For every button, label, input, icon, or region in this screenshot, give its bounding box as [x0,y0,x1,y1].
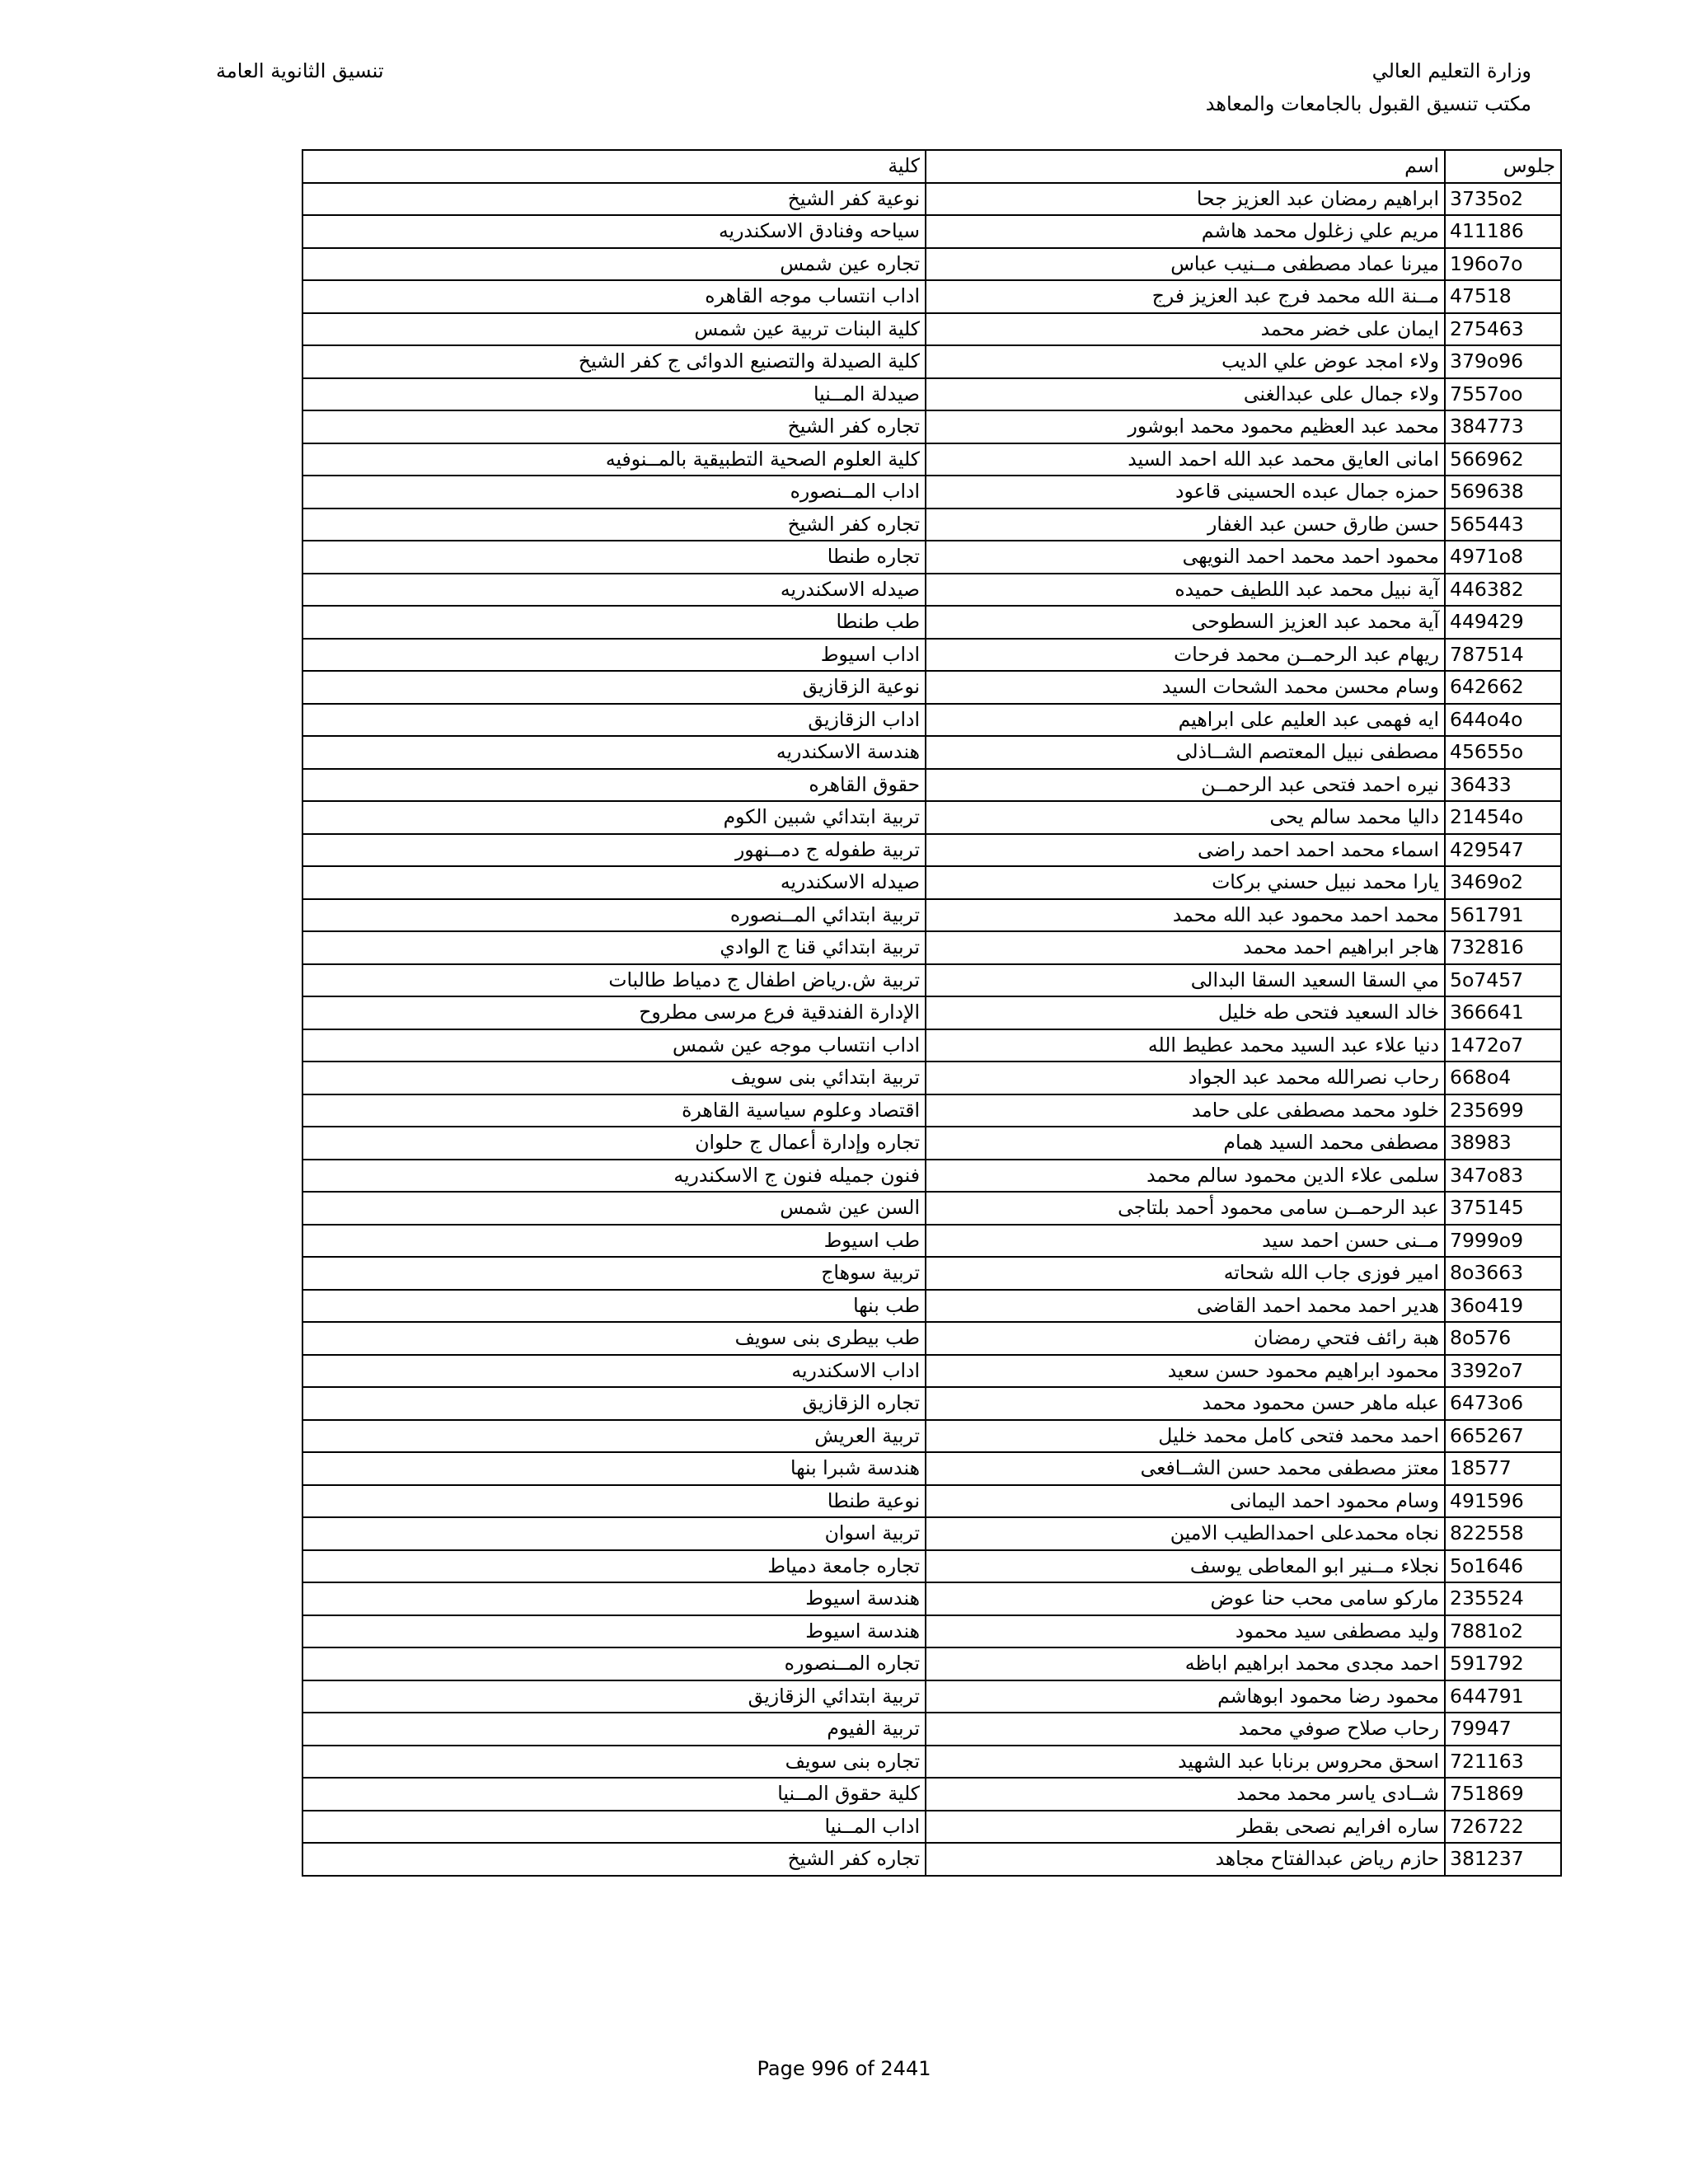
seat-number-cell: 8o3663 [1445,1257,1561,1290]
table-row [302,1452,1561,1485]
college-cell: تجاره المــنصوره [302,1647,926,1680]
student-name-cell: مريم علي زغلول محمد هاشم [926,215,1445,248]
college-cell: كلية حقوق المــنيا [302,1778,926,1811]
college-cell: الإدارة الفندقية فرع مرسى مطروح [302,996,926,1029]
college-cell: اداب المــنيا [302,1811,926,1844]
office-title: مكتب تنسيق القبول بالجامعات والمعاهد [1205,92,1531,115]
student-name-cell: محمود رضا محمود ابوهاشم [926,1680,1445,1713]
college-cell: طب اسيوط [302,1225,926,1258]
table-row [302,931,1561,964]
table-row [302,1094,1561,1127]
table-row [302,1029,1561,1062]
student-name-cell: حازم رياض عبدالفتاح مجاهد [926,1843,1445,1876]
college-cell: تربية ابتدائي قنا ج الوادي [302,931,926,964]
student-name-cell: ميرنا عماد مصطفى مــنيب عباس [926,248,1445,281]
table-row [302,1680,1561,1713]
seat-number-cell: 18577 [1445,1452,1561,1485]
college-cell: تربية العريش [302,1420,926,1453]
table-row [302,443,1561,476]
student-name-cell: امير فوزى جاب الله شحاته [926,1257,1445,1290]
seat-number-cell: 4971o8 [1445,541,1561,574]
college-cell: تجاره الزقازيق [302,1387,926,1420]
college-cell: تربية ابتدائي شبين الكوم [302,801,926,834]
seat-number-cell: 235699 [1445,1094,1561,1127]
student-name-cell: مــنى حسن احمد سيد [926,1225,1445,1258]
student-name-cell: رحاب نصرالله محمد عبد الجواد [926,1062,1445,1094]
seat-number-cell: 726722 [1445,1811,1561,1844]
seat-number-cell: 3469o2 [1445,866,1561,899]
table-row [302,1290,1561,1323]
seat-number-cell: 6473o6 [1445,1387,1561,1420]
college-cell: تجاره كفر الشيخ [302,509,926,541]
seat-number-cell: 721163 [1445,1746,1561,1779]
seat-number-cell: 366641 [1445,996,1561,1029]
student-name-cell: عبله ماهر حسن محمود محمد [926,1387,1445,1420]
table-row [302,1517,1561,1550]
student-name-cell: وسام محمود احمد اليمانى [926,1485,1445,1518]
student-name-cell: معتز مصطفى محمد حسن الشــافعى [926,1452,1445,1485]
student-name-cell: سلمى علاء الدين محمود سالم محمد [926,1160,1445,1193]
college-cell: تربية طفوله ج دمــنهور [302,834,926,867]
student-name-cell: ماركو سامى محب حنا عوض [926,1582,1445,1615]
college-cell: اداب الزقازيق [302,704,926,737]
seat-number-cell: 47518 [1445,280,1561,313]
student-name-cell: دنيا علاء عبد السيد محمد عطيط الله [926,1029,1445,1062]
table-row [302,1062,1561,1094]
student-name-cell: ولاء جمال على عبدالغنى [926,378,1445,411]
table-row [302,1647,1561,1680]
student-name-cell: ريهام عبد الرحمــن محمد فرحات [926,639,1445,672]
seat-number-cell: 384773 [1445,410,1561,443]
seat-number-cell: 8o576 [1445,1322,1561,1355]
college-cell: كلية البنات تربية عين شمس [302,313,926,346]
table-body [302,183,1561,1876]
college-cell: تربية ش.رياض اطفال ج دمياط طالبات [302,964,926,997]
table-row [302,1225,1561,1258]
student-name-cell: نجاه محمدعلى احمدالطيب الامين [926,1517,1445,1550]
table-row [302,866,1561,899]
college-cell: تربية ابتدائي بنى سويف [302,1062,926,1094]
college-cell: اداب انتساب موجه القاهره [302,280,926,313]
table-row [302,1811,1561,1844]
student-name-cell: شــادى ياسر محمد محمد [926,1778,1445,1811]
student-name-cell: محمود ابراهيم محمود حسن سعيد [926,1355,1445,1388]
table-row [302,1778,1561,1811]
college-cell: طب بنها [302,1290,926,1323]
table-row [302,801,1561,834]
student-name-cell: ولاء امجد عوض علي الديب [926,345,1445,378]
table-row [302,1257,1561,1290]
ministry-title: وزارة التعليم العالي [1372,59,1531,82]
table-row [302,1192,1561,1225]
table-row [302,541,1561,574]
student-name-cell: عبد الرحمــن سامى محمود أحمد بلتاجى [926,1192,1445,1225]
student-name-cell: ساره افرايم نصحى بقطر [926,1811,1445,1844]
college-cell: تجاره كفر الشيخ [302,410,926,443]
student-name-cell: آية محمد عبد العزيز السطوحى [926,606,1445,639]
seat-number-cell: 275463 [1445,313,1561,346]
table-row [302,1127,1561,1160]
table-row [302,1843,1561,1876]
seat-number-cell: 591792 [1445,1647,1561,1680]
college-cell: كلية الصيدلة والتصنيع الدوائى ج كفر الشيخ [302,345,926,378]
student-name-cell: داليا محمد سالم يحى [926,801,1445,834]
student-name-cell: احمد مجدى محمد ابراهيم اباظه [926,1647,1445,1680]
seat-number-cell: 7999o9 [1445,1225,1561,1258]
table-row [302,378,1561,411]
college-cell: صيدله الاسكندريه [302,574,926,607]
student-name-cell: ايه فهمى عبد العليم على ابراهيم [926,704,1445,737]
student-name-cell: يارا محمد نبيل حسني بركات [926,866,1445,899]
college-cell: اداب اسيوط [302,639,926,672]
seat-number-cell: 446382 [1445,574,1561,607]
table-row [302,769,1561,802]
college-cell: كلية العلوم الصحية التطبيقية بالمــنوفيه [302,443,926,476]
table-row [302,1387,1561,1420]
table-row [302,899,1561,932]
college-cell: نوعية طنطا [302,1485,926,1518]
table-row [302,736,1561,769]
student-name-cell: خالد السعيد فتحى طه خليل [926,996,1445,1029]
college-cell: تجاره جامعة دمياط [302,1550,926,1583]
seat-number-cell: 235524 [1445,1582,1561,1615]
college-cell: تجاره طنطا [302,541,926,574]
seat-number-cell: 732816 [1445,931,1561,964]
student-name-cell: محمود احمد محمد احمد النويهى [926,541,1445,574]
college-cell: اداب المــنصوره [302,476,926,509]
college-cell: فنون جميله فنون ج الاسكندريه [302,1160,926,1193]
results-table [302,149,1562,1877]
seat-number-cell: 569638 [1445,476,1561,509]
seat-number-cell: 449429 [1445,606,1561,639]
student-name-cell: اسحق محروس برنابا عبد الشهيد [926,1746,1445,1779]
college-cell: حقوق القاهره [302,769,926,802]
student-name-cell: مــنة الله محمد فرج عبد العزيز فرج [926,280,1445,313]
seat-number-cell: 3392o7 [1445,1355,1561,1388]
seat-number-cell: 787514 [1445,639,1561,672]
college-cell: اداب الاسكندريه [302,1355,926,1388]
college-cell: صيدلة المــنيا [302,378,926,411]
college-cell: تربية الفيوم [302,1713,926,1746]
seat-number-cell: 642662 [1445,671,1561,704]
seat-number-cell: 38983 [1445,1127,1561,1160]
student-name-cell: رحاب صلاح صوفي محمد [926,1713,1445,1746]
table-header-row [302,150,1561,183]
table-row [302,1160,1561,1193]
seat-number-cell: 21454o [1445,801,1561,834]
college-cell: طب بيطرى بنى سويف [302,1322,926,1355]
student-name-cell: ابراهيم رمضان عبد العزيز جحا [926,183,1445,216]
student-name-cell: مي السقا السعيد السقا البدالى [926,964,1445,997]
table-row [302,1550,1561,1583]
seat-number-cell: 5o1646 [1445,1550,1561,1583]
table-row [302,1582,1561,1615]
college-cell: هندسة شبرا بنها [302,1452,926,1485]
table-row [302,1485,1561,1518]
table-row [302,215,1561,248]
student-name-cell: اسماء محمد احمد احمد راضى [926,834,1445,867]
table-row [302,964,1561,997]
college-cell: نوعية الزقازيق [302,671,926,704]
college-cell: تجاره كفر الشيخ [302,1843,926,1876]
college-cell: تربية ابتدائي الزقازيق [302,1680,926,1713]
college-cell: هندسة اسيوط [302,1615,926,1648]
seat-number-cell: 379o96 [1445,345,1561,378]
seat-number-cell: 411186 [1445,215,1561,248]
page-number: Page 996 of 2441 [757,2057,931,2080]
table-row [302,280,1561,313]
seat-number-cell: 566962 [1445,443,1561,476]
column-header-college: كلية [302,150,926,183]
college-cell: اداب انتساب موجه عين شمس [302,1029,926,1062]
seat-number-cell: 347o83 [1445,1160,1561,1193]
table-row [302,509,1561,541]
table-row [302,1420,1561,1453]
table-row [302,996,1561,1029]
table-row [302,606,1561,639]
student-name-cell: هدير احمد محمد احمد القاضى [926,1290,1445,1323]
table-row [302,476,1561,509]
table-row [302,1615,1561,1648]
student-name-cell: مصطفى محمد السيد همام [926,1127,1445,1160]
college-cell: هندسة الاسكندريه [302,736,926,769]
seat-number-cell: 644791 [1445,1680,1561,1713]
student-name-cell: احمد محمد فتحى كامل محمد خليل [926,1420,1445,1453]
college-cell: هندسة اسيوط [302,1582,926,1615]
student-name-cell: وسام محسن محمد الشحات السيد [926,671,1445,704]
seat-number-cell: 7881o2 [1445,1615,1561,1648]
table-row [302,410,1561,443]
table-row [302,574,1561,607]
student-name-cell: نيره احمد فتحى عبد الرحمــن [926,769,1445,802]
college-cell: تجاره عين شمس [302,248,926,281]
seat-number-cell: 822558 [1445,1517,1561,1550]
student-name-cell: هاجر ابراهيم احمد محمد [926,931,1445,964]
student-name-cell: محمد احمد محمود عبد الله محمد [926,899,1445,932]
table-row [302,834,1561,867]
table-row [302,704,1561,737]
student-name-cell: ايمان على خضر محمد [926,313,1445,346]
seat-number-cell: 36o419 [1445,1290,1561,1323]
coordination-title: تنسيق الثانوية العامة [216,59,384,82]
student-name-cell: حمزه جمال عبده الحسينى قاعود [926,476,1445,509]
student-name-cell: حسن طارق حسن عبد الغفار [926,509,1445,541]
seat-number-cell: 196o7o [1445,248,1561,281]
seat-number-cell: 5o7457 [1445,964,1561,997]
seat-number-cell: 381237 [1445,1843,1561,1876]
college-cell: تجاره وإدارة أعمال ج حلوان [302,1127,926,1160]
seat-number-cell: 561791 [1445,899,1561,932]
seat-number-cell: 665267 [1445,1420,1561,1453]
student-name-cell: خلود محمد مصطفى على حامد [926,1094,1445,1127]
college-cell: اقتصاد وعلوم سياسية القاهرة [302,1094,926,1127]
seat-number-cell: 79947 [1445,1713,1561,1746]
college-cell: السن عين شمس [302,1192,926,1225]
seat-number-cell: 36433 [1445,769,1561,802]
seat-number-cell: 565443 [1445,509,1561,541]
college-cell: تربية ابتدائي المــنصوره [302,899,926,932]
seat-number-cell: 7557oo [1445,378,1561,411]
college-cell: سياحه وفنادق الاسكندريه [302,215,926,248]
table-row [302,345,1561,378]
college-cell: تجاره بنى سويف [302,1746,926,1779]
seat-number-cell: 45655o [1445,736,1561,769]
column-header-seat-number: جلوس [1445,150,1561,183]
table-row [302,639,1561,672]
college-cell: طب طنطا [302,606,926,639]
seat-number-cell: 3735o2 [1445,183,1561,216]
seat-number-cell: 491596 [1445,1485,1561,1518]
student-name-cell: امانى العايق محمد عبد الله احمد السيد [926,443,1445,476]
student-name-cell: وليد مصطفى سيد محمود [926,1615,1445,1648]
seat-number-cell: 1472o7 [1445,1029,1561,1062]
seat-number-cell: 429547 [1445,834,1561,867]
seat-number-cell: 644o4o [1445,704,1561,737]
table-row [302,1322,1561,1355]
column-header-name: اسم [926,150,1445,183]
college-cell: نوعية كفر الشيخ [302,183,926,216]
table-row [302,313,1561,346]
seat-number-cell: 375145 [1445,1192,1561,1225]
college-cell: صيدله الاسكندريه [302,866,926,899]
seat-number-cell: 751869 [1445,1778,1561,1811]
student-name-cell: نجلاء مــنير ابو المعاطى يوسف [926,1550,1445,1583]
college-cell: تربية اسوان [302,1517,926,1550]
table-row [302,1746,1561,1779]
table-row [302,671,1561,704]
college-cell: تربية سوهاج [302,1257,926,1290]
student-name-cell: آية نبيل محمد عبد اللطيف حميده [926,574,1445,607]
table-row [302,1713,1561,1746]
student-name-cell: مصطفى نبيل المعتصم الشــاذلى [926,736,1445,769]
table-row [302,1355,1561,1388]
student-name-cell: محمد عبد العظيم محمود محمد ابوشور [926,410,1445,443]
seat-number-cell: 668o4 [1445,1062,1561,1094]
table-row [302,183,1561,216]
student-name-cell: هبة رائف فتحي رمضان [926,1322,1445,1355]
table-row [302,248,1561,281]
